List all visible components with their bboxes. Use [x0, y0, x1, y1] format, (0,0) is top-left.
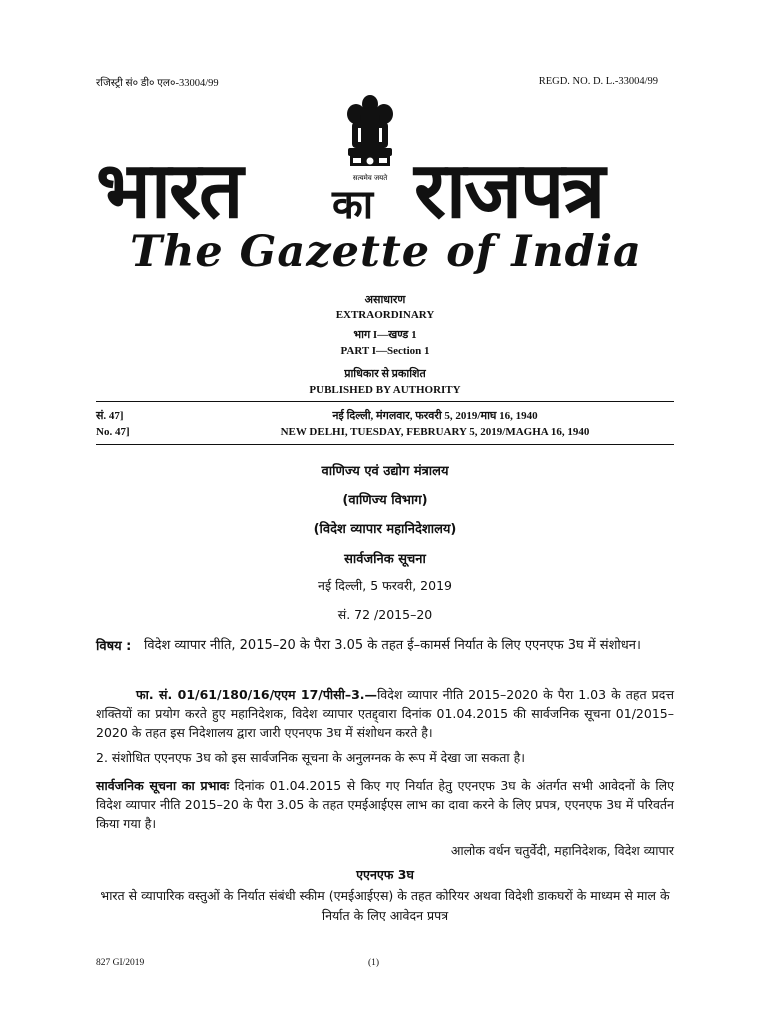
edition-pradhikar: प्राधिकार से प्रकाशित	[344, 368, 426, 380]
department-name: (वाणिज्य विभाग)	[342, 493, 428, 508]
notice-place-date: नई दिल्ली, 5 फरवरी, 2019	[318, 578, 452, 593]
edition-bhag: भाग I—खण्ड 1	[353, 329, 417, 341]
signatory: आलोक वर्धन चतुर्वेदी, महानिदेशक, विदेश व्यापार	[450, 843, 674, 858]
top-rule	[96, 401, 674, 402]
bottom-rule	[96, 444, 674, 445]
edition-extraordinary: EXTRAORDINARY	[335, 309, 435, 321]
notice-title: सार्वजनिक सूचना	[344, 552, 426, 567]
subject-label: विषय :	[96, 639, 132, 654]
paragraph-1-text: विदेश व्यापार नीति 2015–2020 के पैरा 1.03 के तहत प्रदत्त शक्तियों का प्रयोग करते हुए महानिदेशक, विदेश व्यापार एतद्द्वारा दिनांक 01.04.2015 की सार्वजनिक सूचना 01/2015–2020 के तहत इस निदेशालय द्वारा जारी एएनएफ 3घ में संशोधन करते है।	[96, 687, 674, 740]
edition-asadharan: असाधारण	[364, 294, 406, 306]
issue-number-hindi: सं. 47]	[96, 410, 124, 422]
form-title: एएनएफ 3घ	[356, 867, 414, 882]
edition-published: PUBLISHED BY AUTHORITY	[309, 384, 461, 396]
masthead-word-rajpatra: राजपत्र	[414, 146, 604, 236]
issue-number-english: No. 47]	[96, 426, 130, 438]
effect-paragraph	[96, 776, 674, 833]
notice-number: सं. 72 /2015–20	[337, 607, 433, 622]
paragraph-2: 2. संशोधित एएनएफ 3घ को इस सार्वजनिक सूचना के अनुलग्नक के रूप में देखा जा सकता है।	[96, 750, 525, 765]
effect-label: सार्वजनिक सूचना का प्रभावः	[96, 778, 230, 793]
edition-part: PART I—Section 1	[340, 345, 430, 357]
masthead-word-ka: का	[332, 182, 374, 228]
masthead-english: The Gazette of India	[130, 227, 642, 277]
registration-number-english: REGD. NO. D. L.-33004/99	[538, 76, 658, 87]
masthead-word-bharat: भारत	[96, 146, 242, 236]
issue-date-english: NEW DELHI, TUESDAY, FEBRUARY 5, 2019/MAGHA 16, 1940	[280, 426, 590, 438]
emblem-motto: सत्यमेव जयते	[352, 174, 388, 182]
registration-number-hindi: रजिस्ट्री सं० डी० एल०-33004/99	[96, 78, 219, 89]
form-description: भारत से व्यापारिक वस्तुओं के निर्यात संबंधी स्कीम (एमईआईएस) के तहत कोरियर अथवा विदेशी डाकघरों के माध्यम से माल के निर्यात के लिए आवेदन प्रपत्र	[100, 888, 670, 923]
paragraph-1	[96, 685, 674, 742]
subject-text: विदेश व्यापार नीति, 2015–20 के पैरा 3.05 के तहत ई–कामर्स निर्यात के लिए एएनएफ 3घ में संशोधन।	[144, 638, 641, 653]
directorate-name: (विदेश व्यापार महानिदेशालय)	[313, 522, 457, 537]
issue-date-hindi: नई दिल्ली, मंगलवार, फरवरी 5, 2019/माघ 16, 1940	[332, 410, 538, 422]
effect-text: दिनांक 01.04.2015 से किए गए निर्यात हेतु एएनएफ 3घ के अंतर्गत सभी आवेदनों के लिए विदेश व्यापार नीति 2015–20 के पैरा 3.05 के तहत एमईआईएस लाभ का दावा करने के लिए प्रपत्र, एएनएफ 3घ में परिवर्तन किया गया है।	[96, 778, 674, 831]
page-number: (1)	[368, 958, 380, 968]
file-reference: फा. सं. 01/61/180/16/एएम 17/पीसी–3.—	[136, 687, 378, 702]
footer-code: 827 GI/2019	[96, 958, 145, 968]
ministry-name: वाणिज्य एवं उद्योग मंत्रालय	[321, 464, 449, 479]
